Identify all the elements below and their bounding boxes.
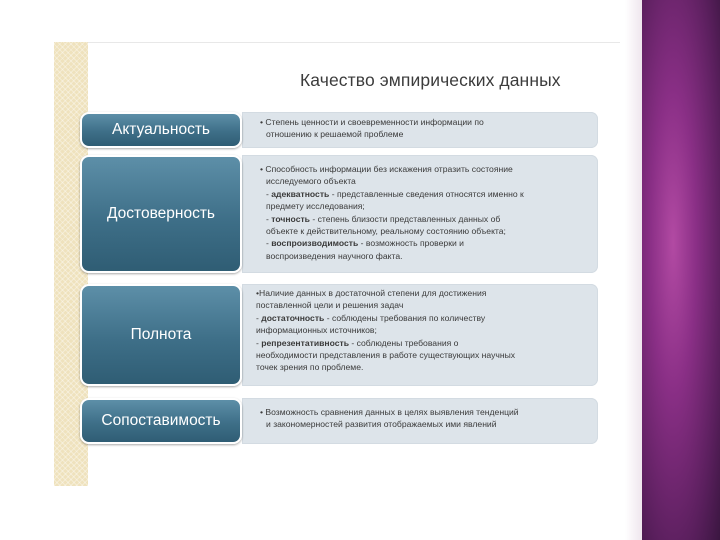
label-box <box>80 284 242 386</box>
line-text: воспроизведения научного факта. <box>266 250 403 261</box>
decorative-purple-band <box>642 0 720 540</box>
description-line <box>256 287 588 299</box>
row-label: Полнота <box>130 326 192 343</box>
line-prefix: - <box>256 337 262 348</box>
description-line <box>256 349 588 361</box>
term-bold: достаточность <box>261 312 325 323</box>
description-line <box>260 175 588 187</box>
term-bold: воспроизводимость <box>271 238 359 249</box>
description-line <box>256 312 588 324</box>
description-line <box>256 299 588 311</box>
description-line <box>256 361 588 373</box>
line-prefix: - <box>266 238 272 249</box>
line-text: объекте к действительному, реальному состоянию объекта; <box>266 226 506 237</box>
description-line <box>260 163 588 175</box>
line-text: • Способность информации без искажения отразить состояние <box>260 164 513 174</box>
row-reliability <box>80 155 598 273</box>
line-text: необходимости представления в работе существующих научных <box>256 350 516 361</box>
description-line <box>256 324 588 336</box>
row-label: Достоверность <box>107 205 215 222</box>
description-line <box>260 250 588 262</box>
line-text: точек зрения по проблеме. <box>256 362 364 373</box>
term-bold: адекватность <box>271 188 330 199</box>
line-text: •Наличие данных в достаточной степени для достижения <box>256 288 487 298</box>
line-text: информационных источников; <box>256 325 377 336</box>
line-prefix: - <box>266 188 272 199</box>
line-text: • Возможность сравнения данных в целях выявления тенденций <box>260 407 519 417</box>
description-line <box>260 200 588 212</box>
label-box <box>80 112 242 148</box>
description-box <box>242 284 598 386</box>
description-box <box>242 398 598 444</box>
line-text: - представленные сведения относятся именно к <box>329 188 524 199</box>
row-relevance <box>80 112 598 148</box>
description-line <box>256 337 588 349</box>
line-text: - возможность проверки и <box>358 238 464 249</box>
row-label: Актуальность <box>112 121 210 138</box>
description-line <box>260 225 588 237</box>
description-line <box>260 128 588 140</box>
row-completeness <box>80 284 598 386</box>
line-prefix: - <box>256 312 262 323</box>
line-text: и закономерностей развития отображаемых ими явлений <box>266 419 497 430</box>
description-box <box>242 155 598 273</box>
row-comparability <box>80 398 598 444</box>
line-text: предмету исследования; <box>266 201 365 212</box>
line-text: отношению к решаемой проблеме <box>266 129 404 140</box>
slide-title: Качество эмпирических данных <box>300 70 561 90</box>
line-text: исследуемого объекта <box>266 176 356 187</box>
description-line <box>260 213 588 225</box>
line-text: • Степень ценности и своевременности информации по <box>260 117 484 127</box>
line-text: - соблюдены требования о <box>349 337 459 348</box>
line-text: - соблюдены требования по количеству <box>324 312 486 323</box>
description-box <box>242 112 598 148</box>
label-box <box>80 398 242 444</box>
label-box <box>80 155 242 273</box>
term-bold: точность <box>271 213 310 224</box>
slide-edge-shadow <box>625 0 642 540</box>
line-text: - степень близости представленных данных об <box>309 213 501 224</box>
term-bold: репрезентативность <box>261 337 349 348</box>
description-line <box>260 116 588 128</box>
line-text: поставленной цели и решения задач <box>256 300 404 311</box>
description-line <box>260 406 588 418</box>
description-line <box>260 237 588 249</box>
line-prefix: - <box>266 213 272 224</box>
description-line <box>260 188 588 200</box>
row-label: Сопоставимость <box>101 412 221 429</box>
description-line <box>260 418 588 430</box>
